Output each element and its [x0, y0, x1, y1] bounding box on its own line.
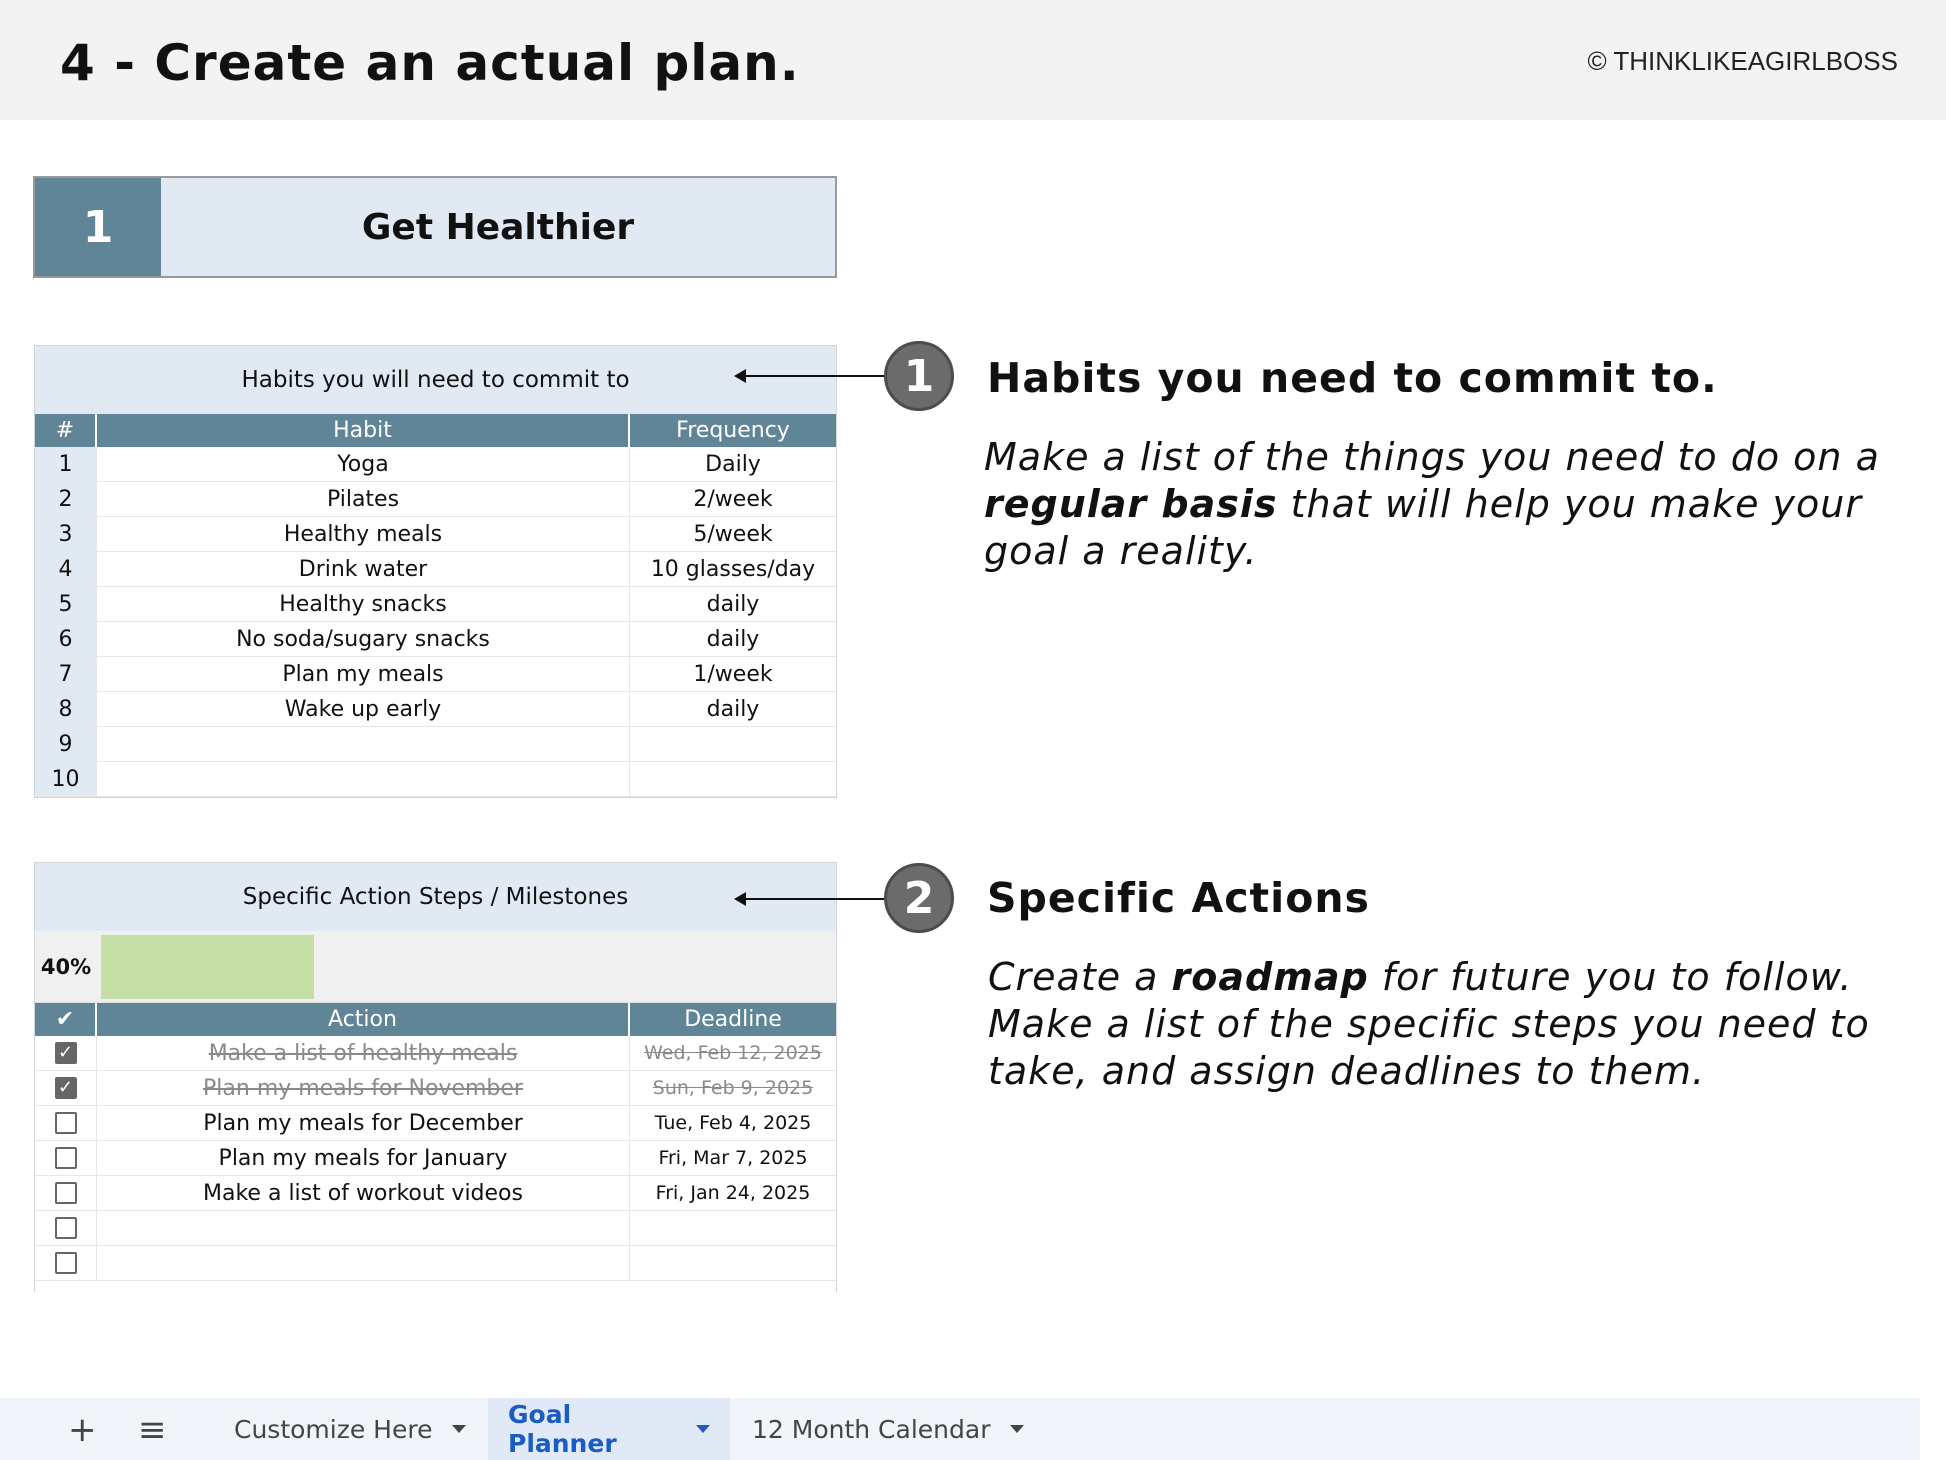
habit-cell[interactable]: Pilates	[97, 482, 630, 516]
checkbox-cell	[35, 1246, 97, 1280]
deadline-cell[interactable]	[630, 1211, 836, 1245]
arrow-pointer-2	[736, 898, 890, 900]
row-number: 3	[35, 517, 97, 551]
table-row	[35, 1176, 836, 1211]
table-row	[35, 762, 836, 797]
actions-table-body	[35, 1036, 836, 1281]
arrow-pointer-1	[736, 375, 890, 377]
table-row	[35, 727, 836, 762]
table-row	[35, 1246, 836, 1281]
frequency-cell[interactable]: 1/week	[693, 661, 773, 687]
checkbox-cell	[35, 1071, 97, 1105]
plus-icon[interactable]: +	[68, 1410, 97, 1450]
hamburger-icon[interactable]: ≡	[138, 1410, 167, 1450]
action-cell[interactable]: Plan my meals for January	[97, 1141, 630, 1175]
table-row	[35, 1141, 836, 1176]
annotation-body-1-bold: regular basis	[984, 482, 1278, 526]
progress-percent: 40%	[40, 954, 92, 979]
annotation-body-1-pre: Make a list of the things you need to do on a	[984, 435, 1880, 479]
deadline-cell[interactable]	[630, 1246, 836, 1280]
habits-table-header	[35, 414, 836, 447]
frequency-cell[interactable]: 5/week	[693, 521, 773, 547]
table-row	[35, 482, 836, 517]
deadline-cell[interactable]: Fri, Mar 7, 2025	[658, 1147, 808, 1169]
action-cell[interactable]: Plan my meals for November	[97, 1071, 630, 1105]
frequency-cell[interactable]	[630, 727, 836, 761]
column-header-frequency: Frequency	[676, 418, 790, 443]
habit-cell[interactable]: No soda/sugary snacks	[97, 622, 630, 656]
table-row	[35, 622, 836, 657]
checkbox[interactable]	[55, 1112, 77, 1134]
deadline-cell[interactable]: Sun, Feb 9, 2025	[652, 1077, 814, 1099]
progress-row	[35, 931, 836, 1003]
checkbox-cell	[35, 1106, 97, 1140]
table-row	[35, 657, 836, 692]
tab-12-month-calendar[interactable]	[732, 1398, 1044, 1460]
actions-table-header	[35, 1003, 836, 1036]
annotation-body-2	[988, 954, 1888, 1095]
column-header-number: #	[35, 414, 97, 447]
table-row	[35, 552, 836, 587]
table-row	[35, 1106, 836, 1141]
column-header-check: ✔	[35, 1003, 97, 1036]
table-row	[35, 1071, 836, 1106]
header-bar	[0, 0, 1946, 120]
table-row	[35, 1036, 836, 1071]
row-number: 2	[35, 482, 97, 516]
frequency-cell[interactable]: Daily	[705, 451, 761, 477]
annotation-body-2-post: for future you to follow. Make a list of the specific steps you need to take, and assign deadlines to them.	[988, 955, 1870, 1093]
frequency-cell[interactable]: 10 glasses/day	[650, 556, 816, 582]
chevron-down-icon[interactable]	[696, 1425, 710, 1433]
table-row	[35, 692, 836, 727]
goal-number[interactable]: 1	[35, 178, 161, 276]
progress-bar	[101, 935, 829, 999]
table-row	[35, 587, 836, 622]
table-row	[35, 1211, 836, 1246]
tab-customize-here[interactable]	[214, 1398, 486, 1460]
actions-panel-title: Specific Action Steps / Milestones	[35, 863, 836, 931]
habit-cell[interactable]: Yoga	[97, 447, 630, 481]
action-cell[interactable]: Make a list of healthy meals	[97, 1036, 630, 1070]
row-number: 7	[35, 657, 97, 691]
checkbox[interactable]	[55, 1182, 77, 1204]
annotation-title-1: Habits you need to commit to.	[987, 354, 1718, 402]
checkbox-cell	[35, 1036, 97, 1070]
checkbox[interactable]	[55, 1147, 77, 1169]
annotation-body-1	[984, 434, 1884, 575]
tab-goal-planner[interactable]	[488, 1398, 730, 1460]
habit-cell[interactable]	[97, 762, 630, 796]
habit-cell[interactable]: Healthy meals	[97, 517, 630, 551]
row-number: 5	[35, 587, 97, 621]
checkbox[interactable]	[55, 1077, 77, 1099]
action-cell[interactable]	[97, 1211, 630, 1245]
checkbox-cell	[35, 1141, 97, 1175]
checkbox-cell	[35, 1176, 97, 1210]
habits-panel-title: Habits you will need to commit to	[35, 346, 836, 414]
step-badge-1: 1	[884, 341, 954, 411]
progress-bar-fill	[101, 935, 314, 999]
row-number: 1	[35, 447, 97, 481]
tab-label: 12 Month Calendar	[752, 1414, 991, 1444]
checkbox-cell	[35, 1211, 97, 1245]
page-title: 4 - Create an actual plan.	[60, 34, 800, 92]
chevron-down-icon[interactable]	[1010, 1425, 1024, 1433]
frequency-cell[interactable]: daily	[706, 626, 760, 652]
habit-cell[interactable]	[97, 727, 630, 761]
goal-name[interactable]: Get Healthier	[161, 178, 835, 276]
habits-panel	[34, 345, 837, 798]
checkbox[interactable]	[55, 1042, 77, 1064]
deadline-cell[interactable]: Tue, Feb 4, 2025	[654, 1112, 812, 1134]
checkbox[interactable]	[55, 1252, 77, 1274]
action-cell[interactable]	[97, 1246, 630, 1280]
frequency-cell[interactable]	[630, 762, 836, 796]
habit-cell[interactable]: Wake up early	[97, 692, 630, 726]
sheet-tab-bar	[0, 1398, 1920, 1460]
row-number: 4	[35, 552, 97, 586]
copyright-text: © THINKLIKEAGIRLBOSS	[1587, 46, 1898, 76]
column-header-action: Action	[97, 1003, 630, 1036]
annotation-body-1-post: that will help you make your goal a reality.	[984, 482, 1863, 573]
row-number: 9	[35, 727, 97, 761]
row-number: 10	[35, 762, 97, 796]
frequency-cell[interactable]: daily	[706, 591, 760, 617]
column-header-habit: Habit	[97, 414, 630, 447]
tab-label: Customize Here	[234, 1414, 433, 1444]
habit-cell[interactable]: Healthy snacks	[97, 587, 630, 621]
habit-cell[interactable]: Drink water	[97, 552, 630, 586]
frequency-cell[interactable]: 2/week	[693, 486, 773, 512]
goal-title-block	[33, 176, 837, 278]
step-badge-2: 2	[884, 863, 954, 933]
action-cell[interactable]: Make a list of workout videos	[97, 1176, 630, 1210]
tab-label: Goal Planner	[508, 1400, 617, 1458]
deadline-cell[interactable]: Wed, Feb 12, 2025	[644, 1042, 822, 1064]
annotation-title-2: Specific Actions	[987, 874, 1370, 922]
table-row	[35, 517, 836, 552]
chevron-down-icon[interactable]	[452, 1425, 466, 1433]
row-number: 8	[35, 692, 97, 726]
annotation-body-2-pre: Create a	[988, 955, 1172, 999]
row-number: 6	[35, 622, 97, 656]
deadline-cell[interactable]: Fri, Jan 24, 2025	[655, 1182, 811, 1204]
column-header-deadline: Deadline	[684, 1007, 782, 1032]
action-cell[interactable]: Plan my meals for December	[97, 1106, 630, 1140]
habit-cell[interactable]: Plan my meals	[97, 657, 630, 691]
frequency-cell[interactable]: daily	[706, 696, 760, 722]
checkbox[interactable]	[55, 1217, 77, 1239]
habits-table-body	[35, 447, 836, 797]
actions-panel	[34, 862, 837, 1292]
annotation-body-2-bold: roadmap	[1171, 955, 1369, 999]
table-row	[35, 447, 836, 482]
